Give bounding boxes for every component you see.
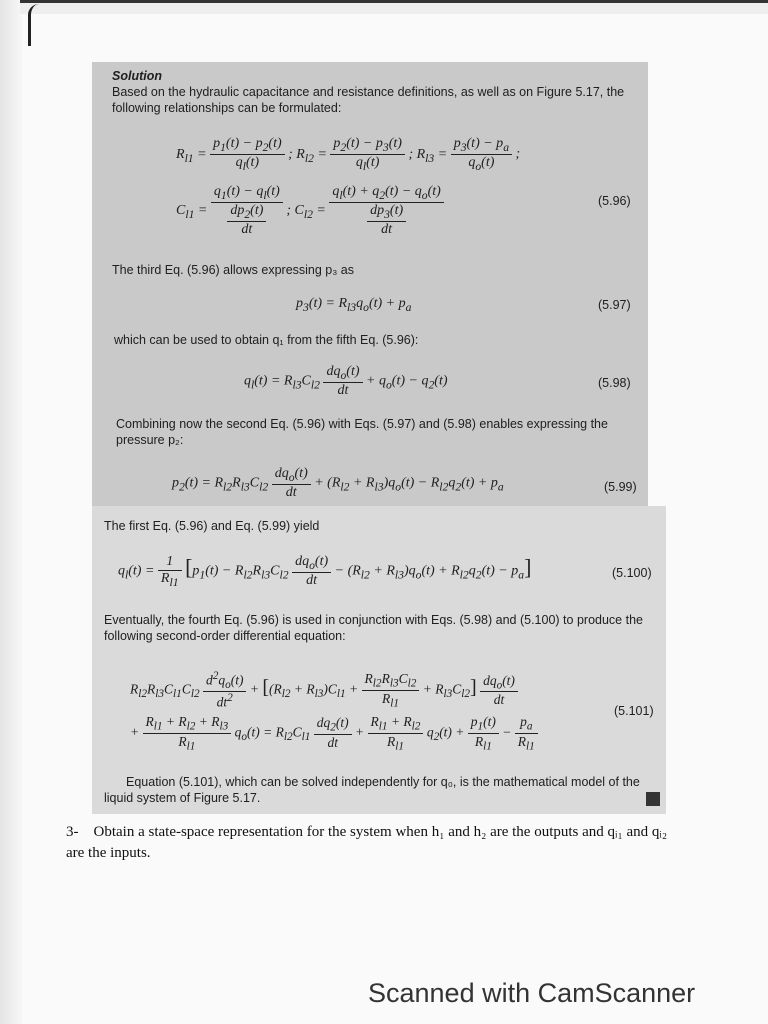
- equation-5-101-number: (5.101): [614, 704, 654, 718]
- question-3: [66, 822, 686, 864]
- text-after-5-99: The first Eq. (5.96) and Eq. (5.99) yield: [104, 519, 320, 533]
- page-left-shadow: [0, 0, 22, 1024]
- solution-box-continued: [92, 506, 666, 814]
- equation-5-96-line1: $R_{l1}$ = $\frac{p_1(t) - p_2(t)}{q_l(t)}$ ; $R_{l2}$ = $\frac{p_2(t) - p_3(t)}{q_l(t)}$ ; $R_{l3}$ = $\frac{p_3(t) - p_a}{q_o(t)}$ ;: [176, 136, 521, 173]
- page-corner-curl: [28, 4, 39, 46]
- equation-5-100: $q_l(t)$ = $\frac{1}{R_{l1}}$ [$p_1(t) - R_{l2}R_{l3}C_{l2}$ $\frac{dq_o(t)}{dt}$ − $(R_{l2} + R_{l3})q_o(t) + R_{l2}q_2(t) - p_a$]: [118, 554, 532, 589]
- equation-5-99: $p_2(t) = R_{l2}R_{l3}C_{l2}$ $\frac{dq_o(t)}{dt}$ + $(R_{l2} + R_{l3})q_o(t) - R_{l2}q_2(t) + p_a$: [172, 466, 504, 500]
- solution-heading: Solution: [112, 69, 162, 83]
- text-after-5-97: which can be used to obtain q₁ from the fifth Eq. (5.96):: [114, 333, 419, 347]
- equation-5-96-line2: $C_{l1}$ = $\frac{q_1(t) - q_l(t)}{\frac{dp_2(t)}{dt}}$ ; $C_{l2}$ = $\frac{q_l(t) + q_2(t) - q_o(t)}{\frac{dp_3(t)}{dt}}$: [176, 184, 444, 238]
- equation-5-101-line1: $R_{l2}R_{l3}C_{l1}C_{l2}$ $\frac{d^2q_o(t)}{dt^2}$ + [$(R_{l2} + R_{l3})C_{l1}$ + $\frac{R_{l2}R_{l3}C_{l2}}{R_{l1}}$ + $R_{l3}C_{l2}$] $\frac{dq_o(t)}{dt}$: [130, 670, 518, 711]
- intro-text: Based on the hydraulic capacitance and resistance definitions, as well as on Figure 5.17, the following relationships can be formulated:: [112, 85, 625, 115]
- equation-5-98-number: (5.98): [598, 376, 631, 390]
- end-of-example-square: [646, 792, 660, 806]
- equation-5-101-line2: + $\frac{R_{l1} + R_{l2} + R_{l3}}{R_{l1}}$ $q_o(t) = R_{l2}C_{l1}$ $\frac{dq_2(t)}{dt}$ + $\frac{R_{l1} + R_{l2}}{R_{l1}}$ $q_2(t)$ + $\frac{p_1(t)}{R_{l1}}$ − $\frac{p_a}{R_{l1}}$: [130, 714, 538, 752]
- question-text: Obtain a state-space representation for the system when h₁ and h₂ are the outputs and qᵢ₁ and qᵢ₂ are the inputs.: [66, 824, 668, 861]
- camscanner-footer: Scanned with CamScanner: [368, 978, 696, 1008]
- text-after-5-100: Eventually, the fourth Eq. (5.96) is used in conjunction with Eqs. (5.98) and (5.100) to produce the following second-order differential equation:: [104, 613, 643, 643]
- equation-5-100-number: (5.100): [612, 566, 652, 580]
- question-number: 3-: [66, 824, 79, 840]
- equation-5-96-number: (5.96): [598, 194, 631, 208]
- text-after-5-98: Combining now the second Eq. (5.96) with Eqs. (5.97) and (5.98) enables expressing the pressure p₂:: [116, 417, 608, 447]
- text-after-5-96: The third Eq. (5.96) allows expressing p₃ as: [112, 263, 355, 277]
- conclusion-text: Equation (5.101), which can be solved independently for q₀, is the mathematical model of the liquid system of Figure 5.17.: [104, 775, 640, 805]
- equation-5-99-number: (5.99): [604, 480, 637, 494]
- equation-5-97: $p_3(t) = R_{l3}q_o(t) + p_a$: [296, 296, 412, 314]
- equation-5-98: $q_l(t) = R_{l3}C_{l2}$ $\frac{dq_o(t)}{dt}$ + $q_o(t) - q_2(t)$: [244, 364, 448, 398]
- equation-5-97-number: (5.97): [598, 298, 631, 312]
- page-top-edge: [20, 0, 768, 14]
